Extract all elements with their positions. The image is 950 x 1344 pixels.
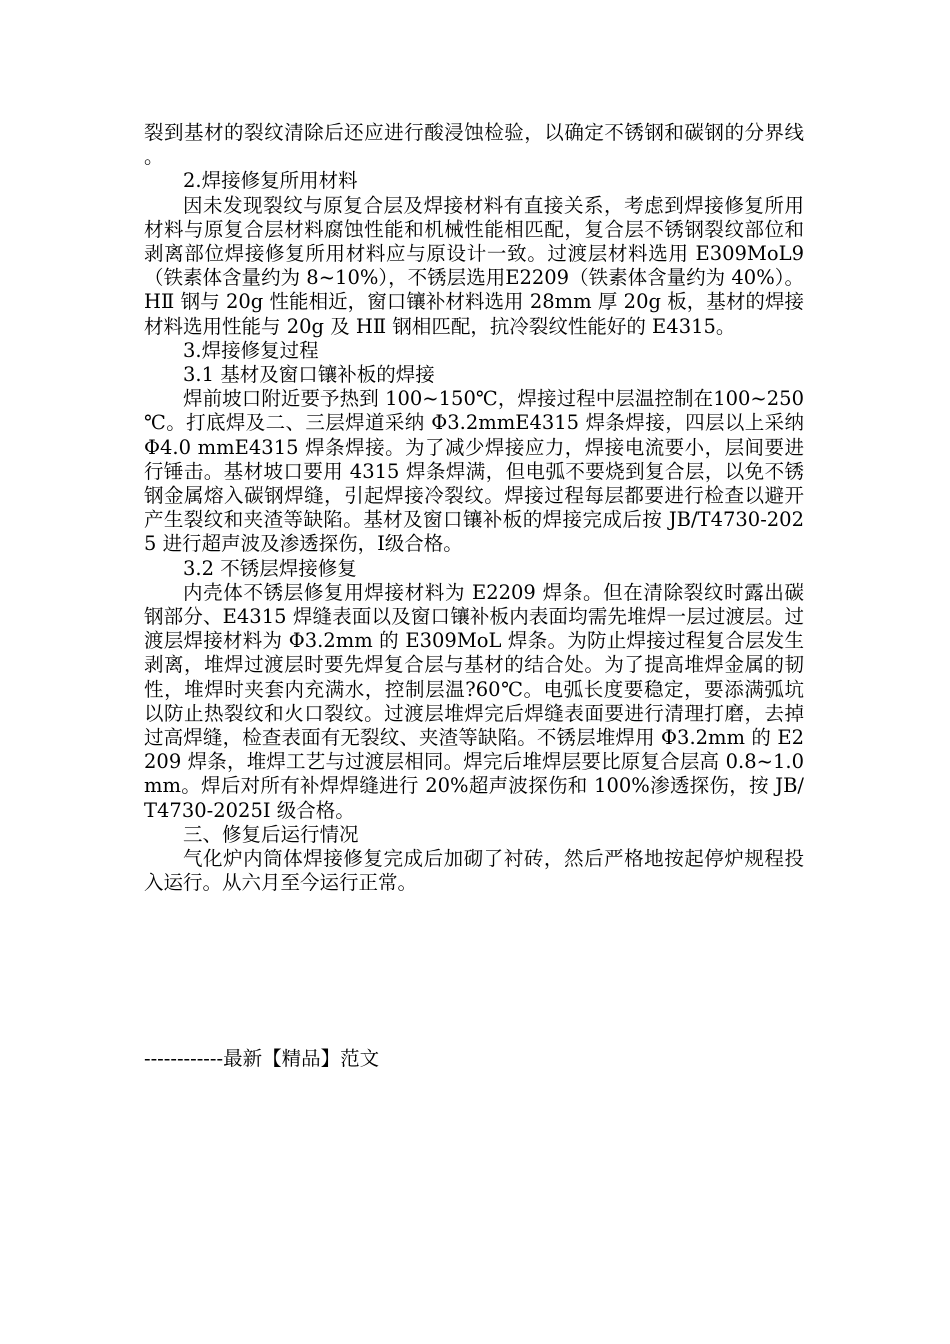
heading-repair-materials: 2.焊接修复所用材料	[183, 169, 358, 193]
heading-stainless-layer-repair: 3.2 不锈层焊接修复	[183, 556, 357, 580]
heading-base-material-welding: 3.1 基材及窗口镶补板的焊接	[183, 363, 435, 387]
document-body	[144, 121, 804, 896]
paragraph-operation-after-repair: 气化炉内筒体焊接修复完成后加砌了衬砖，然后严格地按起停炉规程投入运行。从六月至今运行正常。	[144, 847, 804, 895]
paragraph-crack-inspection: 裂到基材的裂纹清除后还应进行酸浸蚀检验，以确定不锈钢和碳钢的分界线。	[144, 121, 804, 169]
footer-text: ------------最新【精品】范文	[144, 1047, 380, 1070]
heading-repair-process: 3.焊接修复过程	[183, 338, 319, 362]
paragraph-base-material-welding: 焊前坡口附近要予热到 100~150℃，焊接过程中层温控制在100~250℃。打底焊及二、三层焊道采纳 Φ3.2mmE4315 焊条焊接，四层以上采纳 Φ4.0 mmE4315 焊条焊接。为了减少焊接应力，焊接电流要小，层间要进行锤击。基材坡口要用 4315 焊条焊满，但电弧不要烧到复合层，以免不锈钢金属熔入碳钢焊缝，引起焊接冷裂纹。焊接过程每层都要进行检查以避开产生裂纹和夹渣等缺陷。基材及窗口镶补板的焊接完成后按 JB/T4730-2025 进行超声波及渗透探伤，Ⅰ级合格。	[144, 387, 804, 556]
paragraph-repair-materials: 因未发现裂纹与原复合层及焊接材料有直接关系，考虑到焊接修复所用材料与原复合层材料腐蚀性能和机械性能相匹配，复合层不锈钢裂纹部位和剥离部位焊接修复所用材料应与原设计一致。过渡层材料选用 E309MoL9（铁素体含量约为 8~10%），不锈层选用E2209（铁素体含量约为 40%）。HⅡ 钢与 20g 性能相近，窗口镶补材料选用 28mm 厚 20g 板，基材的焊接材料选用性能与 20g 及 HⅡ 钢相匹配，抗冷裂纹性能好的 E4315。	[144, 193, 804, 338]
heading-operation-after-repair: 三、修复后运行情况	[183, 822, 359, 846]
paragraph-stainless-layer-repair: 内壳体不锈层修复用焊接材料为 E2209 焊条。但在清除裂纹时露出碳钢部分、E4315 焊缝表面以及窗口镶补板内表面均需先堆焊一层过渡层。过渡层焊接材料为 Φ3.2mm 的 E309MoL 焊条。为防止焊接过程复合层发生剥离，堆焊过渡层时要先焊复合层与基材的结合处。为了提高堆焊金属的韧性，堆焊时夹套内充满水，控制层温?60℃。电弧长度要稳定，要添满弧坑以防止热裂纹和火口裂纹。过渡层堆焊完后焊缝表面要进行清理打磨，去掉过高焊缝，检查表面有无裂纹、夹渣等缺陷。不锈层堆焊用 Φ3.2mm 的 E2209 焊条，堆焊工艺与过渡层相同。焊完后堆焊层要比原复合层高 0.8~1.0mm。焊后对所有补焊焊缝进行 20%超声波探伤和 100%渗透探伤，按 JB/T4730-2025Ⅰ 级合格。	[144, 580, 804, 822]
